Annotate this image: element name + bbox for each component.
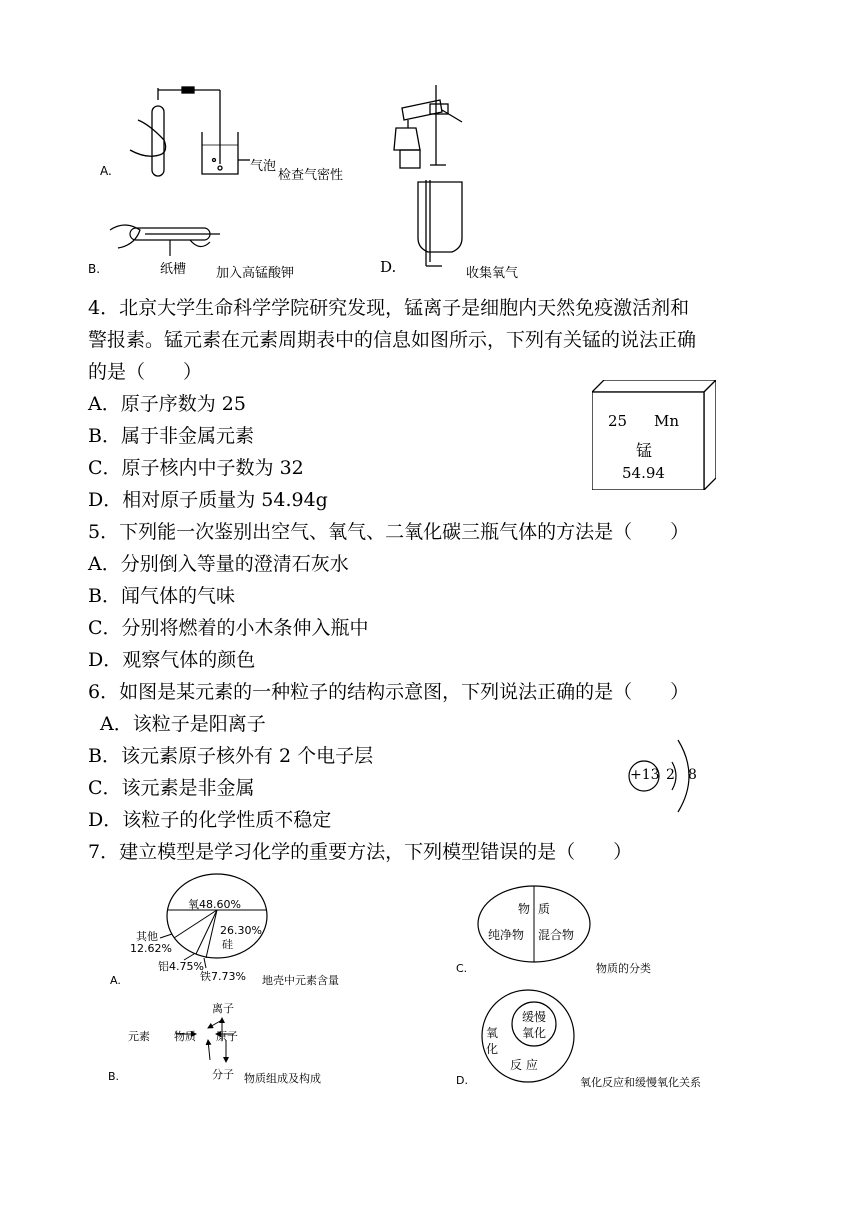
composition-element: 元素 [128,1030,150,1043]
q6-option-c: C．该元素是非金属 [88,777,255,799]
gas-collection-figure [418,180,462,266]
pie-silicon-label: 硅 [222,938,233,951]
q7-option-d-caption: 氧化反应和缓慢氧化关系 [580,1076,701,1089]
q7-option-b-label: B. [108,1070,120,1083]
shell2-electrons: 8 [688,767,697,783]
q3-option-d-text: 收集氧气 [466,266,519,281]
classification-word2: 质 [538,902,551,916]
q5-option-c: C．分别将燃着的小木条伸入瓶中 [88,617,369,639]
slow-oxidation-line1: 缓慢 [522,1010,547,1024]
q7-option-a-label: A. [110,974,121,987]
manganese-element-card [592,380,716,490]
shell1-electrons: 2 [666,767,675,783]
q7-option-b-caption: 物质组成及构成 [244,1072,321,1085]
pie-aluminum-label: 铝4.75% [158,960,204,973]
q4-option-b: B．属于非金属元素 [88,425,254,447]
q3-option-a-text1: 气泡 [250,159,277,174]
heating-apparatus-figure [394,85,462,168]
composition-matter: 物质 [174,1030,196,1043]
q5-stem: 5．下列能一次鉴别出空气、氧气、二氧化碳三瓶气体的方法是（ ） [88,521,690,543]
q4-option-a: A．原子序数为 25 [88,393,246,415]
classification-mixture: 混合物 [538,928,575,942]
classification-word1: 物 [518,902,531,916]
q5-option-a: A．分别倒入等量的澄清石灰水 [88,553,349,575]
pie-other-pct: 12.62% [130,942,172,955]
q4-stem-line2: 警报素。锰元素在元素周期表中的信息如图所示，下列有关锰的说法正确 [88,329,697,351]
q4-stem-line1: 4．北京大学生命科学学院研究发现，锰离子是细胞内天然免疫激活剂和 [88,297,690,319]
q3-option-d-label: D. [380,258,397,276]
oxidation-char1: 氧 [486,1026,499,1040]
q4-option-c: C．原子核内中子数为 32 [88,457,304,479]
oxidation-char2: 化 [486,1042,499,1056]
slow-oxidation-line2: 氧化 [522,1026,547,1040]
classification-pure: 纯净物 [488,928,525,942]
pie-other-label: 其他 [136,930,158,943]
q5-option-b: B．闻气体的气味 [88,585,235,607]
q6-stem: 6．如图是某元素的一种粒子的结构示意图，下列说法正确的是（ ） [88,681,690,703]
q3-option-a-label: A. [100,164,112,178]
element-name: 锰 [636,441,653,460]
pie-iron-label: 铁7.73% [200,970,246,983]
q3-option-b-label: B. [88,262,101,276]
composition-ion: 离子 [212,1002,234,1015]
q6-option-b: B．该元素原子核外有 2 个电子层 [88,745,374,767]
q7-option-d-label: D. [456,1074,468,1087]
q7-option-a-caption: 地壳中元素含量 [262,974,339,987]
q5-option-d: D．观察气体的颜色 [88,649,256,671]
airtightness-apparatus-figure [130,87,250,176]
q7-stem: 7．建立模型是学习化学的重要方法，下列模型错误的是（ ） [88,841,633,863]
particle-structure-diagram [622,736,712,816]
q6-option-a: A．该粒子是阳离子 [100,713,266,735]
q4-stem-line3: 的是（ ） [88,361,203,383]
pie-oxygen-label: 氧48.60% [188,898,241,911]
q3-option-b-text1: 纸槽 [160,262,187,277]
q4-option-d: D．相对原子质量为 54.94g [88,489,328,511]
nucleus-charge: +13 [630,767,660,783]
composition-atom: 原子 [216,1030,238,1043]
element-number: 25 [608,412,628,430]
element-mass: 54.94 [622,464,665,482]
q7-option-c-caption: 物质的分类 [596,962,651,975]
pie-silicon-pct: 26.30% [220,924,262,937]
q6-option-d: D．该粒子的化学性质不稳定 [88,809,332,831]
composition-molecule: 分子 [212,1068,234,1081]
q3-option-a-text2: 检查气密性 [278,168,344,183]
q7-option-c-label: C. [456,962,468,975]
paper-trough-figure [110,225,220,256]
reaction-label: 反 应 [510,1058,538,1072]
q3-option-b-text2: 加入高锰酸钾 [216,266,295,281]
element-symbol: Mn [654,412,680,430]
